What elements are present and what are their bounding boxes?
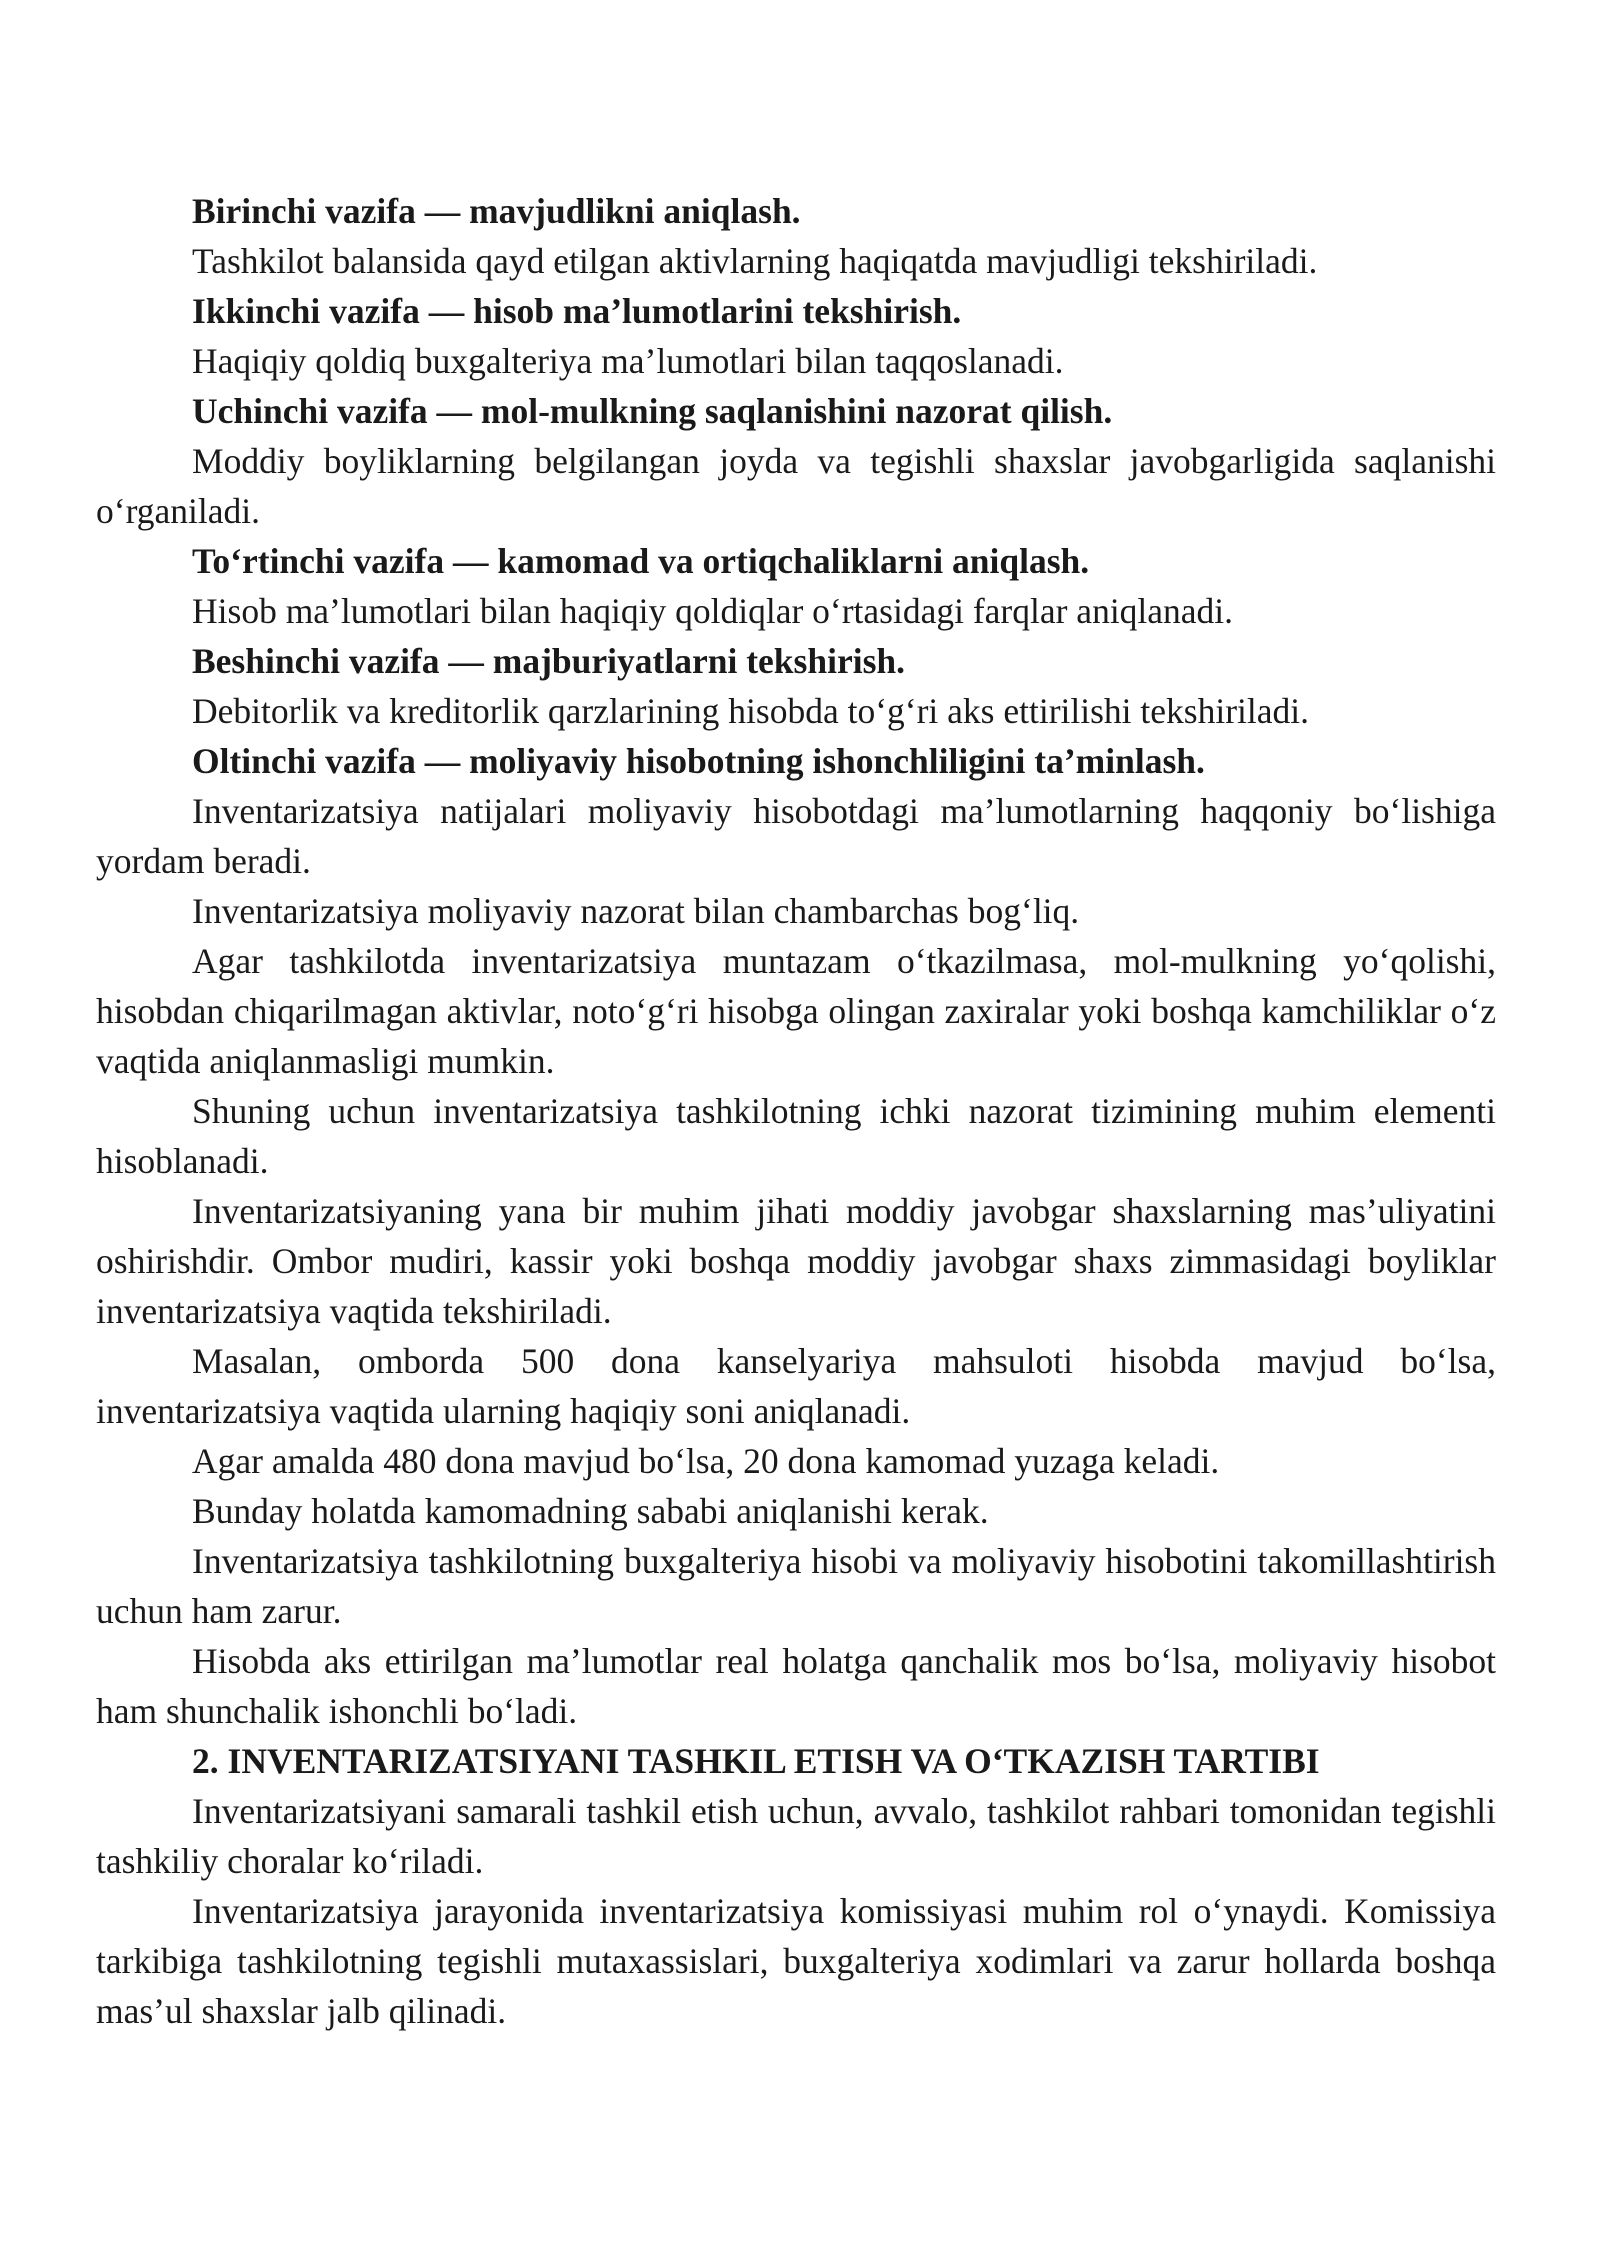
task-heading-4: To‘rtinchi vazifa — kamomad va ortiqchaliklarni aniqlash. xyxy=(192,541,1090,581)
task-heading-6: Oltinchi vazifa — moliyaviy hisobotning ishonchliligini ta’minlash. xyxy=(192,741,1205,781)
paragraph: Shuning uchun inventarizatsiya tashkilotning ichki nazorat tizimining muhim elementi hisoblanadi. xyxy=(96,1091,1496,1181)
paragraph: Inventarizatsiya jarayonida inventarizatsiya komissiyasi muhim rol o‘ynaydi. Komissiya tarkibiga tashkilotning tegishli mutaxassislari, buxgalteriya xodimlari va zarur hollarda boshqa mas’ul shaxslar jalb qilinadi. xyxy=(96,1891,1496,2031)
task-heading-5: Beshinchi vazifa — majburiyatlarni tekshirish. xyxy=(192,641,905,681)
paragraph: Debitorlik va kreditorlik qarzlarining hisobda to‘g‘ri aks ettirilishi tekshiriladi. xyxy=(192,691,1310,731)
paragraph: Bunday holatda kamomadning sababi aniqlanishi kerak. xyxy=(192,1491,989,1531)
paragraph: Haqiqiy qoldiq buxgalteriya ma’lumotlari bilan taqqoslanadi. xyxy=(192,341,1064,381)
paragraph: Agar amalda 480 dona mavjud bo‘lsa, 20 dona kamomad yuzaga keladi. xyxy=(192,1441,1220,1481)
paragraph: Inventarizatsiya tashkilotning buxgalteriya hisobi va moliyaviy hisobotini takomillashtirish uchun ham zarur. xyxy=(96,1541,1496,1631)
paragraph: Agar tashkilotda inventarizatsiya muntazam o‘tkazilmasa, mol-mulkning yo‘qolishi, hisobdan chiqarilmagan aktivlar, noto‘g‘ri hisobga olingan zaxiralar yoki boshqa kamchiliklar o‘z vaqtida aniqlanmasligi mumkin. xyxy=(96,941,1496,1081)
paragraph: Masalan, omborda 500 dona kanselyariya mahsuloti hisobda mavjud bo‘lsa, inventarizatsiya vaqtida ularning haqiqiy soni aniqlanadi. xyxy=(96,1341,1496,1431)
paragraph: Inventarizatsiya moliyaviy nazorat bilan chambarchas bog‘liq. xyxy=(192,891,1080,931)
paragraph: Moddiy boyliklarning belgilangan joyda va tegishli shaxslar javobgarligida saqlanishi o‘rganiladi. xyxy=(96,441,1496,531)
paragraph: Hisob ma’lumotlari bilan haqiqiy qoldiqlar o‘rtasidagi farqlar aniqlanadi. xyxy=(192,591,1234,631)
paragraph: Hisobda aks ettirilgan ma’lumotlar real holatga qanchalik mos bo‘lsa, moliyaviy hisobot ham shunchalik ishonchli bo‘ladi. xyxy=(96,1641,1496,1731)
paragraph: Tashkilot balansida qayd etilgan aktivlarning haqiqatda mavjudligi tekshiriladi. xyxy=(192,241,1318,281)
task-heading-3: Uchinchi vazifa — mol-mulkning saqlanishini nazorat qilish. xyxy=(192,391,1113,431)
document-page xyxy=(96,186,1496,2036)
paragraph: Inventarizatsiyani samarali tashkil etish uchun, avvalo, tashkilot rahbari tomonidan tegishli tashkiliy choralar ko‘riladi. xyxy=(96,1791,1496,1881)
task-heading-2: Ikkinchi vazifa — hisob ma’lumotlarini tekshirish. xyxy=(192,291,962,331)
paragraph: Inventarizatsiyaning yana bir muhim jihati moddiy javobgar shaxslarning mas’uliyatini oshirishdir. Ombor mudiri, kassir yoki boshqa moddiy javobgar shaxs zimmasidagi boyliklar inventarizatsiya vaqtida tekshiriladi. xyxy=(96,1191,1496,1331)
paragraph: Inventarizatsiya natijalari moliyaviy hisobotdagi ma’lumotlarning haqqoniy bo‘lishiga yordam beradi. xyxy=(96,791,1496,881)
task-heading-1: Birinchi vazifa — mavjudlikni aniqlash. xyxy=(192,191,801,231)
section-heading: 2. INVENTARIZATSIYANI TASHKIL ETISH VA O‘TKAZISH TARTIBI xyxy=(192,1741,1320,1781)
